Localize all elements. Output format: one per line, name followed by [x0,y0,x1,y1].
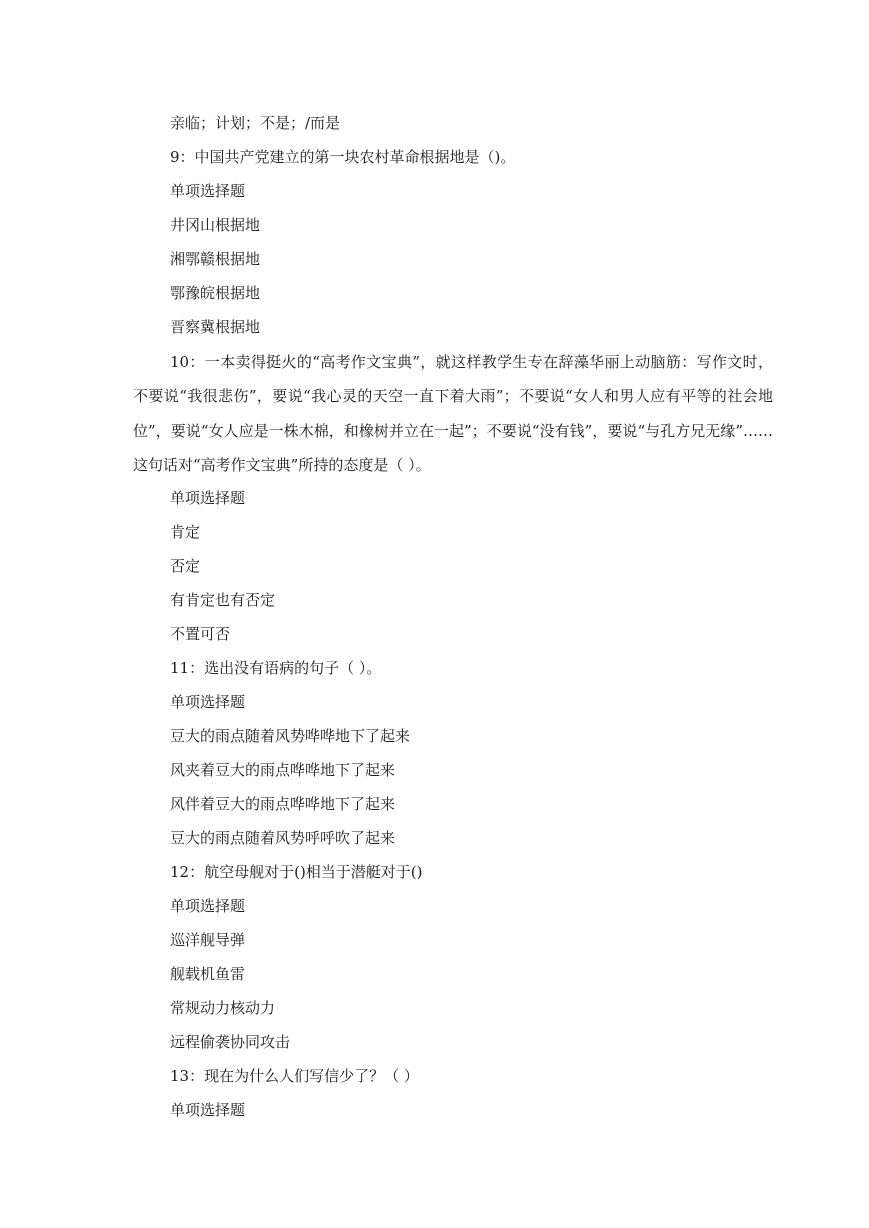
question-12-type: 单项选择题 [170,897,246,915]
question-12-option-c: 常规动力核动力 [170,999,276,1017]
question-11-option-c: 风伴着豆大的雨点哗哗地下了起来 [170,795,396,813]
question-9-option-b: 湘鄂赣根据地 [170,250,261,268]
question-9-option-a: 井冈山根据地 [170,216,261,234]
question-11-type: 单项选择题 [170,693,246,711]
question-12-option-a: 巡洋舰导弹 [170,931,246,949]
question-9-stem: 9：中国共产党建立的第一块农村革命根据地是（)。 [170,148,516,166]
answer-explanation-line: 亲临；计划；不是；/而是 [170,114,341,132]
question-10-option-d: 不置可否 [170,625,231,643]
question-11-option-b: 风夹着豆大的雨点哗哗地下了起来 [170,761,396,779]
question-10-option-b: 否定 [170,557,201,575]
question-9-option-d: 晋察冀根据地 [170,318,261,336]
question-11-stem: 11：选出没有语病的句子（ ）。 [170,659,382,677]
question-10-option-a: 肯定 [170,523,201,541]
question-10-type: 单项选择题 [170,489,246,507]
question-13-stem: 13：现在为什么人们写信少了？（ ） [170,1067,419,1085]
question-11-option-d: 豆大的雨点随着风势呼呼吹了起来 [170,829,396,847]
question-12-stem: 12：航空母舰对于()相当于潜艇对于() [170,863,423,881]
question-9-type: 单项选择题 [170,182,246,200]
question-9-option-c: 鄂豫皖根据地 [170,284,261,302]
question-10-option-c: 有肯定也有否定 [170,591,276,609]
question-11-option-a: 豆大的雨点随着风势哗哗地下了起来 [170,727,411,745]
question-12-option-d: 远程偷袭协同攻击 [170,1033,291,1051]
question-13-type: 单项选择题 [170,1101,246,1119]
question-10-stem: 10：一本卖得挺火的“高考作文宝典”，就这样教学生专在辞藻华丽上动脑筋：写作文时，不要说“我很悲伤”，要说“我心灵的天空一直下着大雨”；不要说“女人和男人应有平等的社会地位”，要说“女人应是一株木棉，和橡树并立在一起”；不要说“没有钱”，要说“与孔方兄无缘”……这句话对“高考作文宝典”所持的态度是（ ）。 [133,353,773,474]
question-12-option-b: 舰载机鱼雷 [170,965,246,983]
